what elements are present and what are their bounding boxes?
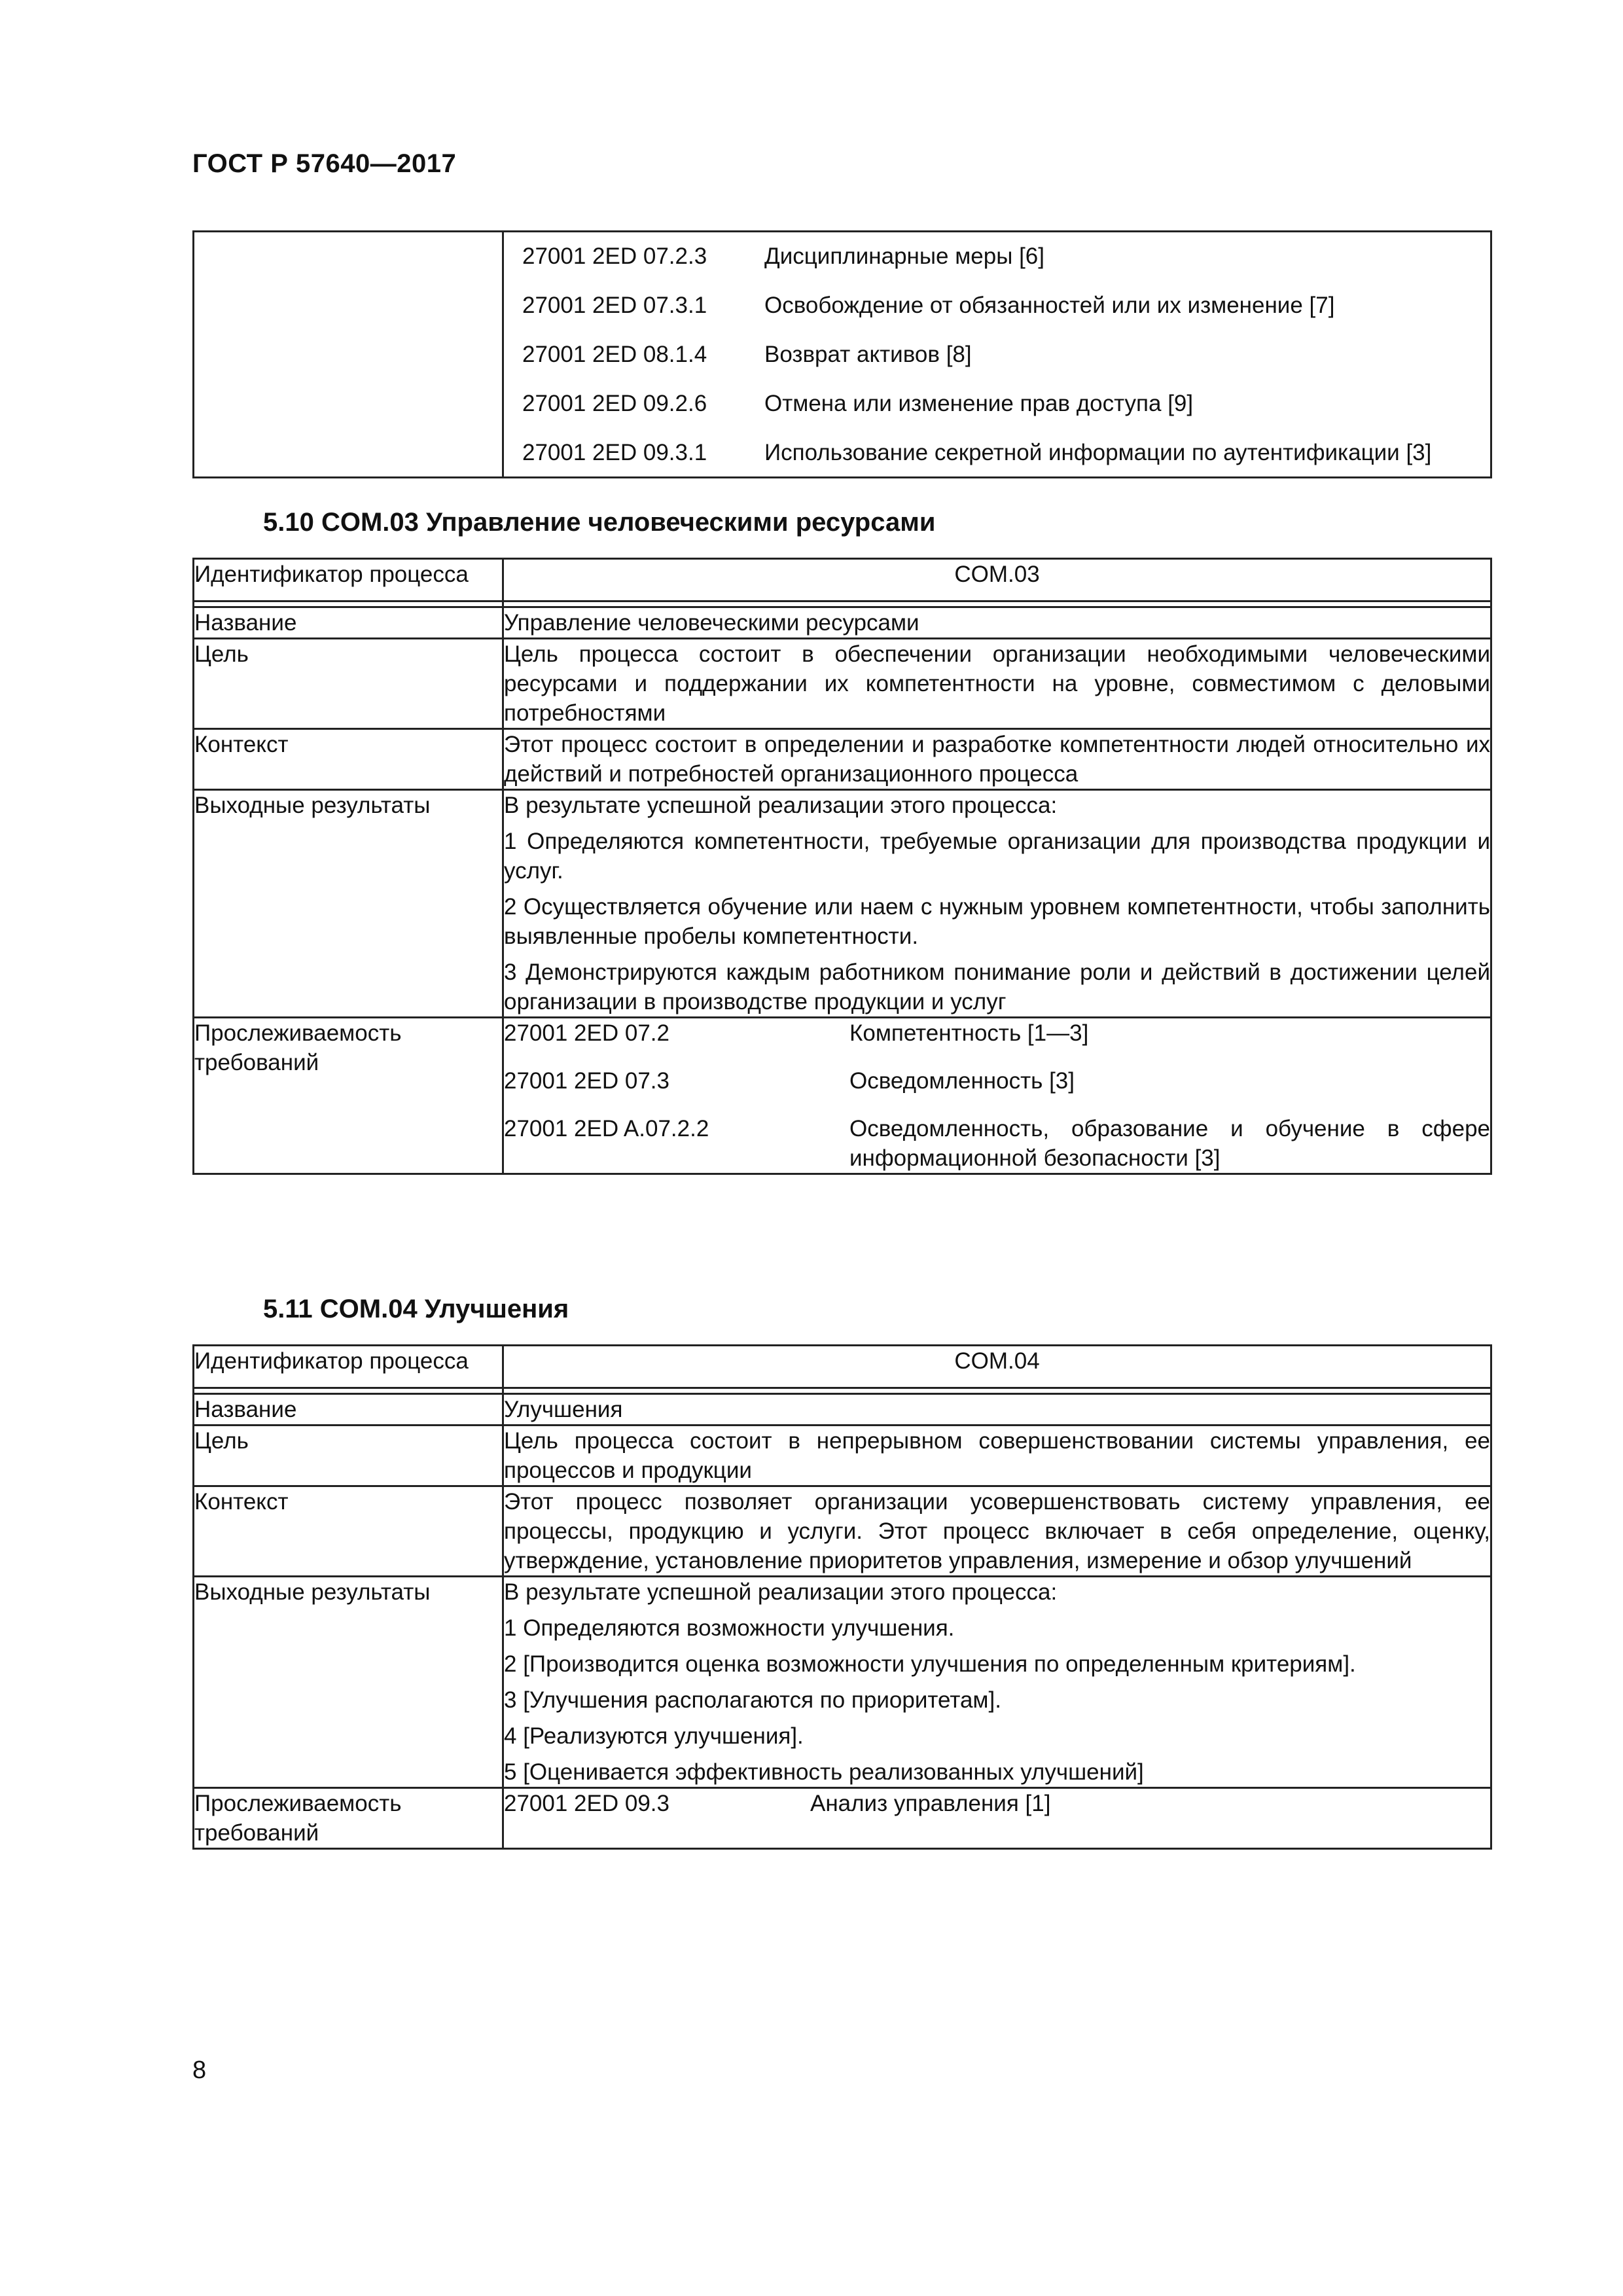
page-number: 8 bbox=[192, 2056, 207, 2084]
goal-label: Цель bbox=[194, 1426, 503, 1486]
name-value: Улучшения bbox=[503, 1394, 1491, 1426]
output-item: 3 [Улучшения располагаются по приоритетам]. bbox=[504, 1687, 1001, 1713]
ref-desc: Освобождение от обязанностей или их изменение [7] bbox=[764, 293, 1335, 318]
goal-value: Цель процесса состоит в обеспечении организации необходимыми человеческими ресурсами и поддержании их компетентности на уровне, совместимом с деловыми потребностями bbox=[503, 639, 1491, 729]
ref-desc: Отмена или изменение прав доступа [9] bbox=[764, 391, 1194, 416]
context-label: Контекст bbox=[194, 729, 503, 790]
output-item: В результате успешной реализации этого процесса: bbox=[504, 1579, 1058, 1605]
output-item: 1 Определяются компетентности, требуемые организации для производства продукции и услуг. bbox=[504, 829, 1490, 884]
outputs-cell bbox=[503, 1577, 1491, 1788]
ref-row bbox=[522, 242, 1476, 271]
ref-row bbox=[522, 438, 1476, 467]
trace-desc: Осведомленность [3] bbox=[849, 1068, 1075, 1094]
outputs-label: Выходные результаты bbox=[194, 790, 503, 1018]
name-value: Управление человеческими ресурсами bbox=[503, 607, 1491, 639]
outputs-label: Выходные результаты bbox=[194, 1577, 503, 1788]
output-item: В результате успешной реализации этого процесса: bbox=[504, 793, 1058, 818]
process-table-com03 bbox=[192, 558, 1492, 1175]
document-header: ГОСТ Р 57640—2017 bbox=[192, 149, 457, 178]
ref-desc: Возврат активов [8] bbox=[764, 342, 972, 367]
output-item: 1 Определяются возможности улучшения. bbox=[504, 1615, 955, 1641]
trace-desc: Анализ управления [1] bbox=[810, 1791, 1051, 1816]
section-title-5-10: 5.10 COM.03 Управление человеческими ресурсами bbox=[263, 508, 936, 537]
id-label: Идентификатор процесса bbox=[194, 559, 503, 601]
process-table-com04 bbox=[192, 1344, 1492, 1850]
section-title-5-11: 5.11 COM.04 Улучшения bbox=[263, 1295, 569, 1323]
name-label: Название bbox=[194, 607, 503, 639]
trace-row bbox=[504, 1018, 1490, 1048]
trace-desc: Компетентность [1—3] bbox=[849, 1020, 1089, 1046]
context-label: Контекст bbox=[194, 1486, 503, 1577]
trace-code: 27001 2ED 07.3 bbox=[504, 1068, 669, 1094]
trace-row bbox=[504, 1066, 1490, 1096]
trace-row bbox=[504, 1789, 1490, 1818]
trace-code: 27001 2ED A.07.2.2 bbox=[504, 1116, 709, 1141]
ref-row bbox=[522, 389, 1476, 418]
trace-label: Прослеживаемость требований bbox=[194, 1788, 503, 1849]
ref-code: 27001 2ED 07.3.1 bbox=[522, 293, 707, 318]
goal-value: Цель процесса состоит в непрерывном совершенствовании системы управления, ее процессов и продукции bbox=[503, 1426, 1491, 1486]
ref-code: 27001 2ED 09.3.1 bbox=[522, 440, 707, 465]
context-value: Этот процесс состоит в определении и разработке компетентности людей относительно их действий и потребностей организационного процесса bbox=[503, 729, 1491, 790]
trace-code: 27001 2ED 09.3 bbox=[504, 1791, 669, 1816]
trace-row bbox=[504, 1114, 1490, 1173]
output-item: 2 [Производится оценка возможности улучшения по определенным критериям]. bbox=[504, 1651, 1356, 1677]
outputs-cell bbox=[503, 790, 1491, 1018]
context-value: Этот процесс позволяет организации усовершенствовать систему управления, ее процессы, продукцию и услуги. Этот процесс включает в себя определение, оценку, утверждение, установление приоритетов управления, измерение и обзор улучшений bbox=[503, 1486, 1491, 1577]
trace-label: Прослеживаемость требований bbox=[194, 1018, 503, 1174]
name-label: Название bbox=[194, 1394, 503, 1426]
output-item: 2 Осуществляется обучение или наем с нужным уровнем компетентности, чтобы заполнить выявленные пробелы компетентности. bbox=[504, 894, 1490, 949]
ref-row bbox=[522, 340, 1476, 369]
goal-label: Цель bbox=[194, 639, 503, 729]
empty-label-cell bbox=[194, 232, 503, 478]
refs-cell bbox=[503, 232, 1491, 478]
trace-code: 27001 2ED 07.2 bbox=[504, 1020, 669, 1046]
id-value: COM.03 bbox=[503, 559, 1491, 601]
ref-code: 27001 2ED 09.2.6 bbox=[522, 391, 707, 416]
ref-row bbox=[522, 291, 1476, 320]
ref-desc: Дисциплинарные меры [6] bbox=[764, 243, 1044, 269]
output-item: 5 [Оценивается эффективность реализованных улучшений] bbox=[504, 1759, 1144, 1785]
ref-code: 27001 2ED 08.1.4 bbox=[522, 342, 707, 367]
id-value: COM.04 bbox=[503, 1346, 1491, 1388]
trace-desc: Осведомленность, образование и обучение в сфере информационной безопасности [3] bbox=[849, 1116, 1490, 1171]
output-item: 3 Демонстрируются каждым работником понимание роли и действий в достижении целей организации в производстве продукции и услуг bbox=[504, 960, 1490, 1014]
ref-desc: Использование секретной информации по аутентификации [3] bbox=[764, 440, 1432, 465]
ref-code: 27001 2ED 07.2.3 bbox=[522, 243, 707, 269]
trace-cell bbox=[503, 1788, 1491, 1849]
trace-cell bbox=[503, 1018, 1491, 1174]
id-label: Идентификатор процесса bbox=[194, 1346, 503, 1388]
continuation-table bbox=[192, 230, 1492, 478]
output-item: 4 [Реализуются улучшения]. bbox=[504, 1723, 804, 1749]
